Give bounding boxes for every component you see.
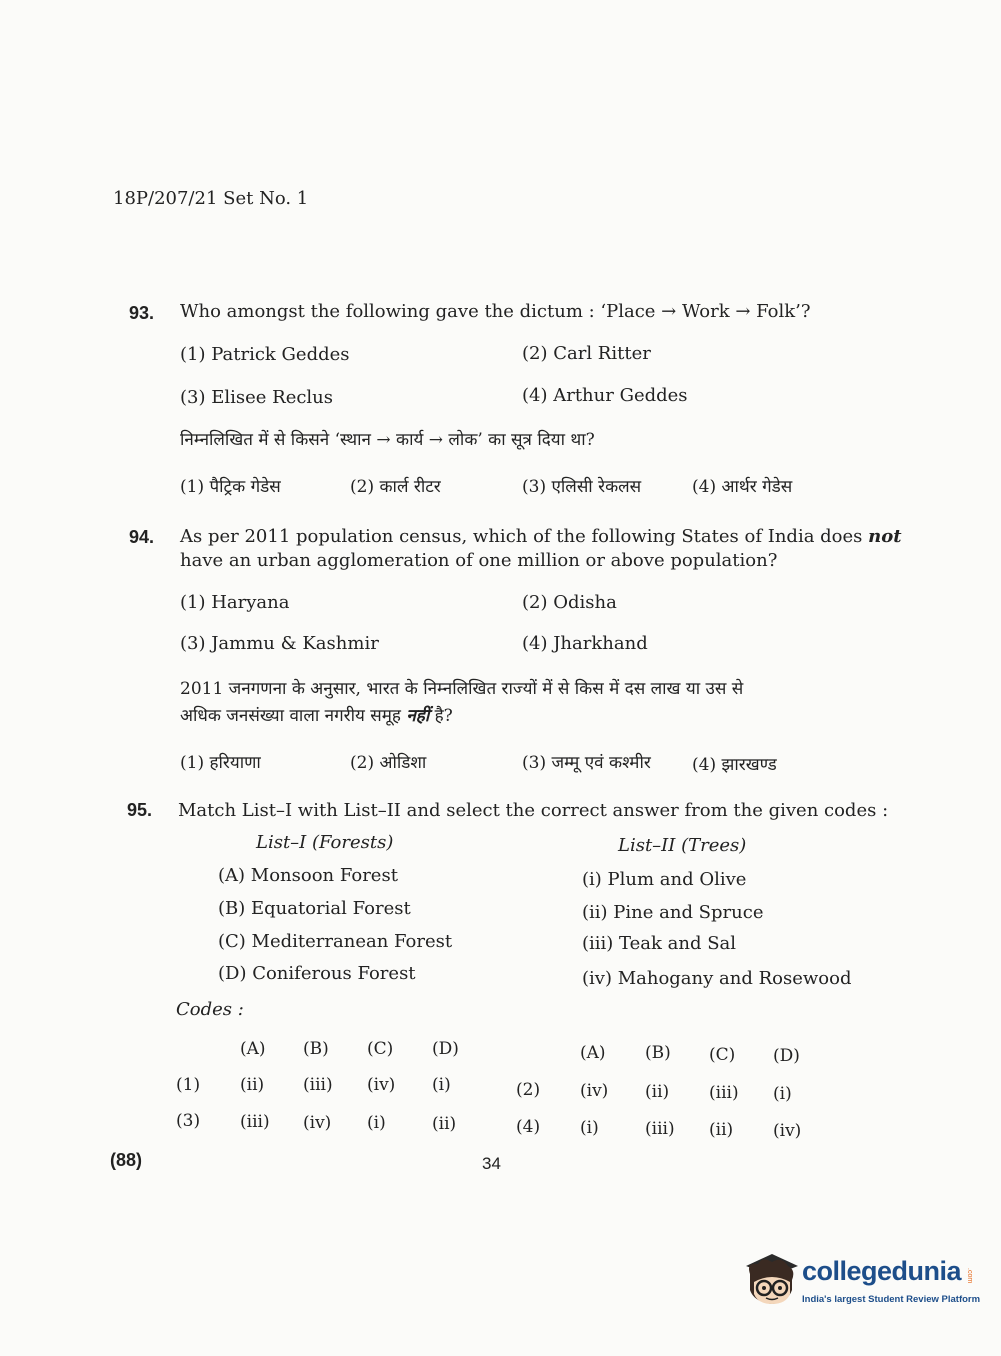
q94-hindi-line1: 2011 जनगणना के अनुसार, भारत के निम्नलिखित राज्यों में से किस में दस लाख या उस से xyxy=(180,679,744,699)
code-header-b-left: (B) xyxy=(303,1039,329,1059)
mascot-icon xyxy=(742,1250,800,1310)
question-94-number: 94. xyxy=(129,527,155,547)
q93-hindi-option-4: (4) आर्थर गेडेस xyxy=(692,477,793,497)
q94-option-1: (1) Haryana xyxy=(180,592,290,613)
code-row-4-b: (iii) xyxy=(645,1119,675,1139)
question-93-number: 93. xyxy=(129,303,155,323)
code-row-4-c: (ii) xyxy=(709,1120,734,1140)
q94-hindi-option-4: (4) झारखण्ड xyxy=(692,755,777,775)
code-row-2-a: (iv) xyxy=(580,1081,609,1101)
code-row-2-c: (iii) xyxy=(709,1083,739,1103)
list-2-item-iv: (iv) Mahogany and Rosewood xyxy=(582,968,852,989)
question-93-text: Who amongst the following gave the dictum : ‘Place → Work → Folk’? xyxy=(180,301,811,322)
list-1-item-a: (A) Monsoon Forest xyxy=(218,865,398,886)
code-row-2-label: (2) xyxy=(516,1080,541,1100)
question-94-text-part1: As per 2011 population census, which of the following States of India does xyxy=(180,526,863,547)
question-95-number: 95. xyxy=(127,800,153,820)
q94-hindi-emphasis: नहीं xyxy=(406,706,430,726)
code-row-3-label: (3) xyxy=(176,1111,201,1131)
collegedunia-watermark xyxy=(742,1250,981,1320)
code-row-4-a: (i) xyxy=(580,1118,599,1138)
q93-option-2: (2) Carl Ritter xyxy=(522,343,651,364)
list-1-item-d: (D) Coniferous Forest xyxy=(218,963,416,984)
code-row-1-b: (iii) xyxy=(303,1075,333,1095)
code-row-3-d: (ii) xyxy=(432,1114,457,1134)
list-2-title: List–II (Trees) xyxy=(618,835,747,856)
code-header-d-left: (D) xyxy=(432,1039,459,1059)
question-95-text: Match List–I with List–II and select the correct answer from the given codes : xyxy=(178,800,889,821)
list-2-item-iii: (iii) Teak and Sal xyxy=(582,933,737,954)
list-1-item-b: (B) Equatorial Forest xyxy=(218,898,411,919)
code-row-4-label: (4) xyxy=(516,1117,541,1137)
brand-tagline: India's largest Student Review Platform xyxy=(802,1294,981,1305)
q94-hindi-option-3: (3) जम्मू एवं कश्मीर xyxy=(522,753,651,773)
code-row-2-d: (i) xyxy=(773,1084,792,1104)
list-1-title: List–I (Forests) xyxy=(256,832,394,853)
q93-option-1: (1) Patrick Geddes xyxy=(180,344,350,365)
q94-hindi-option-2: (2) ओडिशा xyxy=(350,753,427,773)
q94-hindi-line2-start: अधिक जनसंख्या वाला नगरीय समूह xyxy=(180,706,401,726)
q94-option-2: (2) Odisha xyxy=(522,592,617,613)
code-header-c-left: (C) xyxy=(367,1039,394,1059)
code-header-a-left: (A) xyxy=(240,1039,266,1059)
page-number: 34 xyxy=(482,1154,501,1173)
q93-hindi-option-2: (2) कार्ल रीटर xyxy=(350,477,441,497)
q93-hindi-option-1: (1) पैट्रिक गेडेस xyxy=(180,477,281,497)
code-row-1-a: (ii) xyxy=(240,1075,265,1095)
list-2-item-ii: (ii) Pine and Spruce xyxy=(582,902,764,923)
brand-name: collegedunia xyxy=(802,1256,962,1286)
q93-option-3: (3) Elisee Reclus xyxy=(180,387,334,408)
question-94-text xyxy=(180,526,902,547)
codes-label: Codes : xyxy=(176,999,244,1020)
code-header-a-right: (A) xyxy=(580,1043,606,1063)
code-header-d-right: (D) xyxy=(773,1046,800,1066)
code-header-c-right: (C) xyxy=(709,1045,736,1065)
brand-suffix: .com xyxy=(966,1268,973,1284)
code-row-1-c: (iv) xyxy=(367,1075,396,1095)
list-1-item-c: (C) Mediterranean Forest xyxy=(218,931,453,952)
list-2-item-i: (i) Plum and Olive xyxy=(582,869,747,890)
code-row-1-label: (1) xyxy=(176,1075,201,1095)
q94-option-4: (4) Jharkhand xyxy=(522,633,648,654)
q93-hindi-option-3: (3) एलिसी रेकलस xyxy=(522,477,642,497)
code-row-2-b: (ii) xyxy=(645,1082,670,1102)
q94-hindi-option-1: (1) हरियाणा xyxy=(180,753,261,773)
code-row-1-d: (i) xyxy=(432,1075,451,1095)
q94-hindi-line2-end: है? xyxy=(434,706,453,726)
paper-code: 18P/207/21 Set No. 1 xyxy=(113,188,309,209)
code-header-b-right: (B) xyxy=(645,1043,671,1063)
code-row-4-d: (iv) xyxy=(773,1121,802,1141)
q93-hindi-text: निम्नलिखित में से किसने ‘स्थान → कार्य → लोक’ का सूत्र दिया था? xyxy=(180,430,595,450)
code-row-3-c: (i) xyxy=(367,1113,386,1133)
question-94-text-line2: have an urban agglomeration of one million or above population? xyxy=(180,550,778,571)
question-94-emphasis: not xyxy=(868,526,902,547)
q94-option-3: (3) Jammu & Kashmir xyxy=(180,633,379,654)
booklet-code: (88) xyxy=(110,1150,143,1170)
q93-option-4: (4) Arthur Geddes xyxy=(522,385,688,406)
code-row-3-b: (iv) xyxy=(303,1113,332,1133)
code-row-3-a: (iii) xyxy=(240,1112,270,1132)
q94-hindi-line2 xyxy=(180,703,453,726)
